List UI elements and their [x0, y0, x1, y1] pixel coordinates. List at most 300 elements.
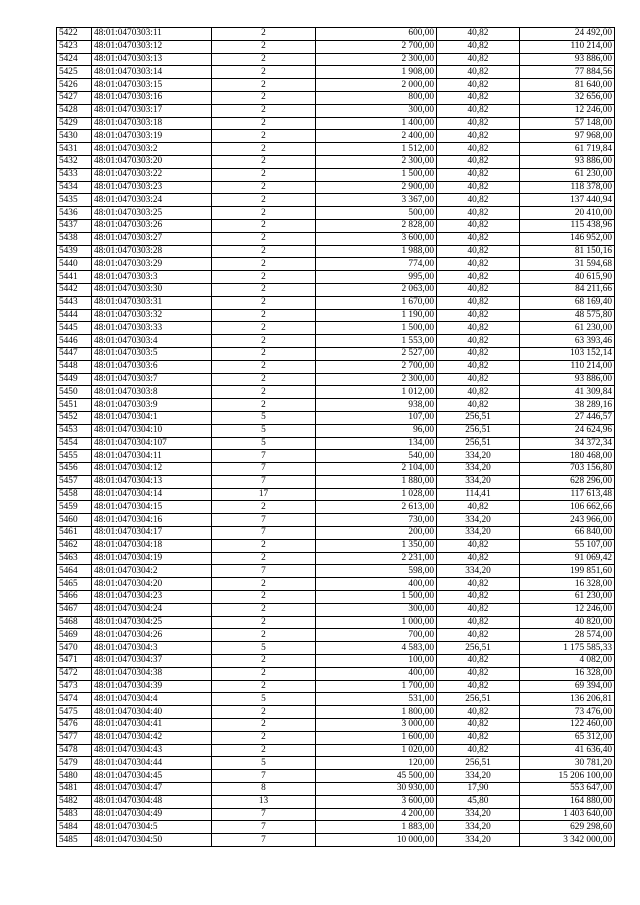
- cadastral-number-cell: 48:01:0470304:3: [92, 642, 212, 655]
- cadastral-number-cell: 48:01:0470304:25: [92, 616, 212, 629]
- cadastral-value-cell: 30 781,20: [520, 757, 615, 770]
- specific-value-cell: 40,82: [437, 629, 520, 642]
- table-row: [57, 591, 615, 604]
- area-cell: 1 700,00: [316, 680, 437, 693]
- row-number-cell: 5430: [57, 130, 92, 143]
- cadastral-number-cell: 48:01:0470304:19: [92, 552, 212, 565]
- table-row: [57, 616, 615, 629]
- cadastral-number-cell: 48:01:0470303:12: [92, 40, 212, 53]
- area-cell: 45 500,00: [316, 770, 437, 783]
- specific-value-cell: 40,82: [437, 66, 520, 79]
- group-cell: 2: [212, 386, 316, 399]
- cadastral-number-cell: 48:01:0470304:4: [92, 693, 212, 706]
- row-number-cell: 5445: [57, 322, 92, 335]
- specific-value-cell: 40,82: [437, 283, 520, 296]
- table-row: [57, 155, 615, 168]
- cadastral-number-cell: 48:01:0470303:15: [92, 79, 212, 92]
- specific-value-cell: 40,82: [437, 296, 520, 309]
- group-cell: 7: [212, 834, 316, 847]
- cadastral-number-cell: 48:01:0470303:25: [92, 207, 212, 220]
- table-row: [57, 552, 615, 565]
- group-cell: 2: [212, 91, 316, 104]
- area-cell: 2 000,00: [316, 79, 437, 92]
- cadastral-number-cell: 48:01:0470304:1: [92, 411, 212, 424]
- group-cell: 7: [212, 565, 316, 578]
- area-cell: 1 553,00: [316, 335, 437, 348]
- cadastral-value-cell: 84 211,66: [520, 283, 615, 296]
- specific-value-cell: 40,82: [437, 232, 520, 245]
- table-row: [57, 834, 615, 847]
- cadastral-number-cell: 48:01:0470303:14: [92, 66, 212, 79]
- group-cell: 2: [212, 373, 316, 386]
- cadastral-number-cell: 48:01:0470304:42: [92, 731, 212, 744]
- table-row: [57, 347, 615, 360]
- row-number-cell: 5475: [57, 706, 92, 719]
- cadastral-number-cell: 48:01:0470304:37: [92, 655, 212, 668]
- group-cell: 2: [212, 616, 316, 629]
- specific-value-cell: 40,82: [437, 309, 520, 322]
- cadastral-value-cell: 1 403 640,00: [520, 808, 615, 821]
- group-cell: 2: [212, 539, 316, 552]
- cadastral-number-cell: 48:01:0470303:30: [92, 283, 212, 296]
- area-cell: 2 828,00: [316, 219, 437, 232]
- specific-value-cell: 40,82: [437, 258, 520, 271]
- cadastral-value-cell: 40 820,00: [520, 616, 615, 629]
- table-row: [57, 104, 615, 117]
- specific-value-cell: 334,20: [437, 565, 520, 578]
- group-cell: 2: [212, 322, 316, 335]
- specific-value-cell: 334,20: [437, 463, 520, 476]
- group-cell: 2: [212, 130, 316, 143]
- area-cell: 300,00: [316, 603, 437, 616]
- row-number-cell: 5434: [57, 181, 92, 194]
- group-cell: 2: [212, 66, 316, 79]
- cadastral-value-cell: 61 719,84: [520, 143, 615, 156]
- cadastral-value-cell: 16 328,00: [520, 667, 615, 680]
- row-number-cell: 5453: [57, 424, 92, 437]
- cadastral-number-cell: 48:01:0470304:14: [92, 488, 212, 501]
- cadastral-value-cell: 12 246,00: [520, 104, 615, 117]
- table-row: [57, 706, 615, 719]
- row-number-cell: 5459: [57, 501, 92, 514]
- group-cell: 2: [212, 501, 316, 514]
- cadastral-value-cell: 12 246,00: [520, 603, 615, 616]
- specific-value-cell: 40,82: [437, 719, 520, 732]
- table-row: [57, 680, 615, 693]
- area-cell: 3 367,00: [316, 194, 437, 207]
- row-number-cell: 5483: [57, 808, 92, 821]
- specific-value-cell: 40,82: [437, 616, 520, 629]
- table-row: [57, 40, 615, 53]
- cadastral-number-cell: 48:01:0470303:26: [92, 219, 212, 232]
- cadastral-number-cell: 48:01:0470303:13: [92, 53, 212, 66]
- area-cell: 1 350,00: [316, 539, 437, 552]
- table-row: [57, 53, 615, 66]
- cadastral-number-cell: 48:01:0470303:24: [92, 194, 212, 207]
- cadastral-number-cell: 48:01:0470304:43: [92, 744, 212, 757]
- row-number-cell: 5467: [57, 603, 92, 616]
- specific-value-cell: 40,82: [437, 271, 520, 284]
- row-number-cell: 5456: [57, 463, 92, 476]
- group-cell: 2: [212, 79, 316, 92]
- area-cell: 100,00: [316, 655, 437, 668]
- specific-value-cell: 334,20: [437, 514, 520, 527]
- cadastral-value-cell: 73 476,00: [520, 706, 615, 719]
- group-cell: 2: [212, 168, 316, 181]
- specific-value-cell: 114,41: [437, 488, 520, 501]
- cadastral-value-cell: 93 886,00: [520, 373, 615, 386]
- row-number-cell: 5446: [57, 335, 92, 348]
- specific-value-cell: 40,82: [437, 117, 520, 130]
- table-row: [57, 181, 615, 194]
- area-cell: 1 028,00: [316, 488, 437, 501]
- row-number-cell: 5468: [57, 616, 92, 629]
- area-cell: 1 880,00: [316, 475, 437, 488]
- cadastral-number-cell: 48:01:0470304:2: [92, 565, 212, 578]
- cadastral-value-cell: 31 594,68: [520, 258, 615, 271]
- cadastral-value-cell: 41 309,84: [520, 386, 615, 399]
- group-cell: 2: [212, 104, 316, 117]
- row-number-cell: 5438: [57, 232, 92, 245]
- cadastral-value-cell: 61 230,00: [520, 168, 615, 181]
- row-number-cell: 5443: [57, 296, 92, 309]
- specific-value-cell: 40,82: [437, 731, 520, 744]
- area-cell: 2 063,00: [316, 283, 437, 296]
- group-cell: 2: [212, 399, 316, 412]
- row-number-cell: 5464: [57, 565, 92, 578]
- specific-value-cell: 40,82: [437, 347, 520, 360]
- cadastral-number-cell: 48:01:0470304:41: [92, 719, 212, 732]
- table-row: [57, 66, 615, 79]
- group-cell: 2: [212, 719, 316, 732]
- cadastral-number-cell: 48:01:0470303:17: [92, 104, 212, 117]
- group-cell: 5: [212, 411, 316, 424]
- cadastral-number-cell: 48:01:0470304:107: [92, 437, 212, 450]
- cadastral-value-cell: 48 575,80: [520, 309, 615, 322]
- row-number-cell: 5436: [57, 207, 92, 220]
- group-cell: 7: [212, 475, 316, 488]
- table-row: [57, 629, 615, 642]
- cadastral-number-cell: 48:01:0470304:44: [92, 757, 212, 770]
- specific-value-cell: 40,82: [437, 591, 520, 604]
- area-cell: 1 012,00: [316, 386, 437, 399]
- area-cell: 2 700,00: [316, 40, 437, 53]
- specific-value-cell: 334,20: [437, 808, 520, 821]
- row-number-cell: 5481: [57, 783, 92, 796]
- cadastral-value-cell: 20 410,00: [520, 207, 615, 220]
- group-cell: 5: [212, 693, 316, 706]
- area-cell: 1 500,00: [316, 168, 437, 181]
- cadastral-value-cell: 61 230,00: [520, 591, 615, 604]
- row-number-cell: 5424: [57, 53, 92, 66]
- specific-value-cell: 40,82: [437, 168, 520, 181]
- group-cell: 2: [212, 40, 316, 53]
- row-number-cell: 5435: [57, 194, 92, 207]
- cadastral-value-cell: 93 886,00: [520, 53, 615, 66]
- cadastral-number-cell: 48:01:0470304:24: [92, 603, 212, 616]
- row-number-cell: 5448: [57, 360, 92, 373]
- area-cell: 1 500,00: [316, 322, 437, 335]
- cadastral-value-cell: 97 968,00: [520, 130, 615, 143]
- row-number-cell: 5451: [57, 399, 92, 412]
- table-row: [57, 271, 615, 284]
- area-cell: 531,00: [316, 693, 437, 706]
- group-cell: 2: [212, 245, 316, 258]
- table-row: [57, 360, 615, 373]
- group-cell: 2: [212, 296, 316, 309]
- row-number-cell: 5478: [57, 744, 92, 757]
- group-cell: 7: [212, 808, 316, 821]
- table-row: [57, 450, 615, 463]
- group-cell: 7: [212, 514, 316, 527]
- group-cell: 2: [212, 232, 316, 245]
- row-number-cell: 5437: [57, 219, 92, 232]
- area-cell: 2 613,00: [316, 501, 437, 514]
- area-cell: 10 000,00: [316, 834, 437, 847]
- specific-value-cell: 40,82: [437, 399, 520, 412]
- cadastral-value-cell: 66 840,00: [520, 527, 615, 540]
- cadastral-number-cell: 48:01:0470304:38: [92, 667, 212, 680]
- area-cell: 2 900,00: [316, 181, 437, 194]
- table-row: [57, 693, 615, 706]
- cadastral-number-cell: 48:01:0470303:33: [92, 322, 212, 335]
- cadastral-value-cell: 27 446,57: [520, 411, 615, 424]
- group-cell: 2: [212, 258, 316, 271]
- area-cell: 1 908,00: [316, 66, 437, 79]
- group-cell: 17: [212, 488, 316, 501]
- area-cell: 107,00: [316, 411, 437, 424]
- row-number-cell: 5477: [57, 731, 92, 744]
- row-number-cell: 5454: [57, 437, 92, 450]
- specific-value-cell: 40,82: [437, 667, 520, 680]
- table-row: [57, 207, 615, 220]
- group-cell: 8: [212, 783, 316, 796]
- table-row: [57, 578, 615, 591]
- cadastral-number-cell: 48:01:0470304:45: [92, 770, 212, 783]
- area-cell: 2 527,00: [316, 347, 437, 360]
- group-cell: 2: [212, 629, 316, 642]
- table-row: [57, 603, 615, 616]
- table-row: [57, 143, 615, 156]
- cadastral-value-cell: 118 378,00: [520, 181, 615, 194]
- group-cell: 2: [212, 731, 316, 744]
- table-row: [57, 642, 615, 655]
- area-cell: 598,00: [316, 565, 437, 578]
- specific-value-cell: 40,82: [437, 143, 520, 156]
- row-number-cell: 5431: [57, 143, 92, 156]
- group-cell: 2: [212, 53, 316, 66]
- specific-value-cell: 40,82: [437, 53, 520, 66]
- table-row: [57, 795, 615, 808]
- cadastral-value-cell: 41 636,40: [520, 744, 615, 757]
- row-number-cell: 5469: [57, 629, 92, 642]
- group-cell: 2: [212, 207, 316, 220]
- specific-value-cell: 40,82: [437, 552, 520, 565]
- specific-value-cell: 40,82: [437, 373, 520, 386]
- table-row: [57, 667, 615, 680]
- group-cell: 2: [212, 706, 316, 719]
- cadastral-number-cell: 48:01:0470303:32: [92, 309, 212, 322]
- area-cell: 938,00: [316, 399, 437, 412]
- cadastral-value-cell: 28 574,00: [520, 629, 615, 642]
- cadastral-value-cell: 81 150,16: [520, 245, 615, 258]
- cadastral-number-cell: 48:01:0470304:17: [92, 527, 212, 540]
- specific-value-cell: 40,82: [437, 603, 520, 616]
- table-row: [57, 437, 615, 450]
- row-number-cell: 5482: [57, 795, 92, 808]
- row-number-cell: 5466: [57, 591, 92, 604]
- row-number-cell: 5471: [57, 655, 92, 668]
- area-cell: 2 104,00: [316, 463, 437, 476]
- specific-value-cell: 40,82: [437, 744, 520, 757]
- table-row: [57, 565, 615, 578]
- area-cell: 120,00: [316, 757, 437, 770]
- cadastral-number-cell: 48:01:0470304:12: [92, 463, 212, 476]
- area-cell: 1 800,00: [316, 706, 437, 719]
- group-cell: 7: [212, 463, 316, 476]
- cadastral-number-cell: 48:01:0470304:11: [92, 450, 212, 463]
- cadastral-number-cell: 48:01:0470304:20: [92, 578, 212, 591]
- cadastral-value-cell: 199 851,60: [520, 565, 615, 578]
- group-cell: 13: [212, 795, 316, 808]
- table-row: [57, 322, 615, 335]
- specific-value-cell: 40,82: [437, 91, 520, 104]
- area-cell: 1 020,00: [316, 744, 437, 757]
- table-row: [57, 757, 615, 770]
- group-cell: 2: [212, 271, 316, 284]
- table-row: [57, 463, 615, 476]
- table-row: [57, 411, 615, 424]
- table-row: [57, 232, 615, 245]
- row-number-cell: 5427: [57, 91, 92, 104]
- cadastral-value-cell: 1 175 585,33: [520, 642, 615, 655]
- table-row: [57, 719, 615, 732]
- area-cell: 1 600,00: [316, 731, 437, 744]
- area-cell: 2 300,00: [316, 53, 437, 66]
- cadastral-number-cell: 48:01:0470303:31: [92, 296, 212, 309]
- specific-value-cell: 40,82: [437, 706, 520, 719]
- group-cell: 7: [212, 450, 316, 463]
- group-cell: 2: [212, 283, 316, 296]
- cadastral-value-cell: 243 966,00: [520, 514, 615, 527]
- cadastral-value-cell: 34 372,34: [520, 437, 615, 450]
- table-row: [57, 514, 615, 527]
- area-cell: 995,00: [316, 271, 437, 284]
- cadastral-number-cell: 48:01:0470303:28: [92, 245, 212, 258]
- specific-value-cell: 334,20: [437, 450, 520, 463]
- table-row: [57, 539, 615, 552]
- area-cell: 1 400,00: [316, 117, 437, 130]
- specific-value-cell: 40,82: [437, 40, 520, 53]
- specific-value-cell: 40,82: [437, 104, 520, 117]
- cadastral-value-cell: 57 148,00: [520, 117, 615, 130]
- table-row: [57, 399, 615, 412]
- table-body: [57, 28, 615, 847]
- cadastral-value-cell: 146 952,00: [520, 232, 615, 245]
- specific-value-cell: 40,82: [437, 360, 520, 373]
- cadastral-value-cell: 122 460,00: [520, 719, 615, 732]
- row-number-cell: 5422: [57, 28, 92, 41]
- row-number-cell: 5465: [57, 578, 92, 591]
- cadastral-number-cell: 48:01:0470303:16: [92, 91, 212, 104]
- area-cell: 1 988,00: [316, 245, 437, 258]
- table-row: [57, 117, 615, 130]
- group-cell: 2: [212, 578, 316, 591]
- cadastral-number-cell: 48:01:0470304:39: [92, 680, 212, 693]
- row-number-cell: 5484: [57, 821, 92, 834]
- area-cell: 2 700,00: [316, 360, 437, 373]
- group-cell: 5: [212, 437, 316, 450]
- group-cell: 2: [212, 603, 316, 616]
- table-row: [57, 245, 615, 258]
- cadastral-number-cell: 48:01:0470304:50: [92, 834, 212, 847]
- cadastral-value-cell: 16 328,00: [520, 578, 615, 591]
- cadastral-number-cell: 48:01:0470303:27: [92, 232, 212, 245]
- cadastral-number-cell: 48:01:0470303:20: [92, 155, 212, 168]
- area-cell: 1 883,00: [316, 821, 437, 834]
- cadastral-value-cell: 61 230,00: [520, 322, 615, 335]
- area-cell: 400,00: [316, 578, 437, 591]
- cadastral-value-cell: 77 884,56: [520, 66, 615, 79]
- row-number-cell: 5485: [57, 834, 92, 847]
- cadastral-value-cell: 628 296,00: [520, 475, 615, 488]
- specific-value-cell: 40,82: [437, 335, 520, 348]
- specific-value-cell: 40,82: [437, 219, 520, 232]
- area-cell: 96,00: [316, 424, 437, 437]
- row-number-cell: 5425: [57, 66, 92, 79]
- row-number-cell: 5429: [57, 117, 92, 130]
- row-number-cell: 5439: [57, 245, 92, 258]
- cadastral-number-cell: 48:01:0470304:15: [92, 501, 212, 514]
- table-row: [57, 808, 615, 821]
- cadastral-number-cell: 48:01:0470304:18: [92, 539, 212, 552]
- area-cell: 2 300,00: [316, 373, 437, 386]
- specific-value-cell: 256,51: [437, 642, 520, 655]
- table-row: [57, 475, 615, 488]
- specific-value-cell: 40,82: [437, 155, 520, 168]
- table-row: [57, 527, 615, 540]
- row-number-cell: 5462: [57, 539, 92, 552]
- cadastral-value-cell: 68 169,40: [520, 296, 615, 309]
- table-row: [57, 296, 615, 309]
- group-cell: 2: [212, 181, 316, 194]
- table-row: [57, 373, 615, 386]
- area-cell: 1 190,00: [316, 309, 437, 322]
- specific-value-cell: 40,82: [437, 680, 520, 693]
- table-row: [57, 501, 615, 514]
- table-row: [57, 79, 615, 92]
- cadastral-value-cell: 110 214,00: [520, 40, 615, 53]
- cadastral-value-cell: 55 107,00: [520, 539, 615, 552]
- table-row: [57, 130, 615, 143]
- row-number-cell: 5463: [57, 552, 92, 565]
- area-cell: 134,00: [316, 437, 437, 450]
- cadastral-value-cell: 63 393,46: [520, 335, 615, 348]
- table-row: [57, 424, 615, 437]
- area-cell: 200,00: [316, 527, 437, 540]
- group-cell: 2: [212, 655, 316, 668]
- group-cell: 5: [212, 424, 316, 437]
- cadastral-value-cell: 3 342 000,00: [520, 834, 615, 847]
- row-number-cell: 5452: [57, 411, 92, 424]
- specific-value-cell: 40,82: [437, 322, 520, 335]
- row-number-cell: 5444: [57, 309, 92, 322]
- cadastral-value-cell: 106 662,66: [520, 501, 615, 514]
- row-number-cell: 5455: [57, 450, 92, 463]
- cadastral-number-cell: 48:01:0470304:5: [92, 821, 212, 834]
- cadastral-number-cell: 48:01:0470304:23: [92, 591, 212, 604]
- cadastral-number-cell: 48:01:0470303:3: [92, 271, 212, 284]
